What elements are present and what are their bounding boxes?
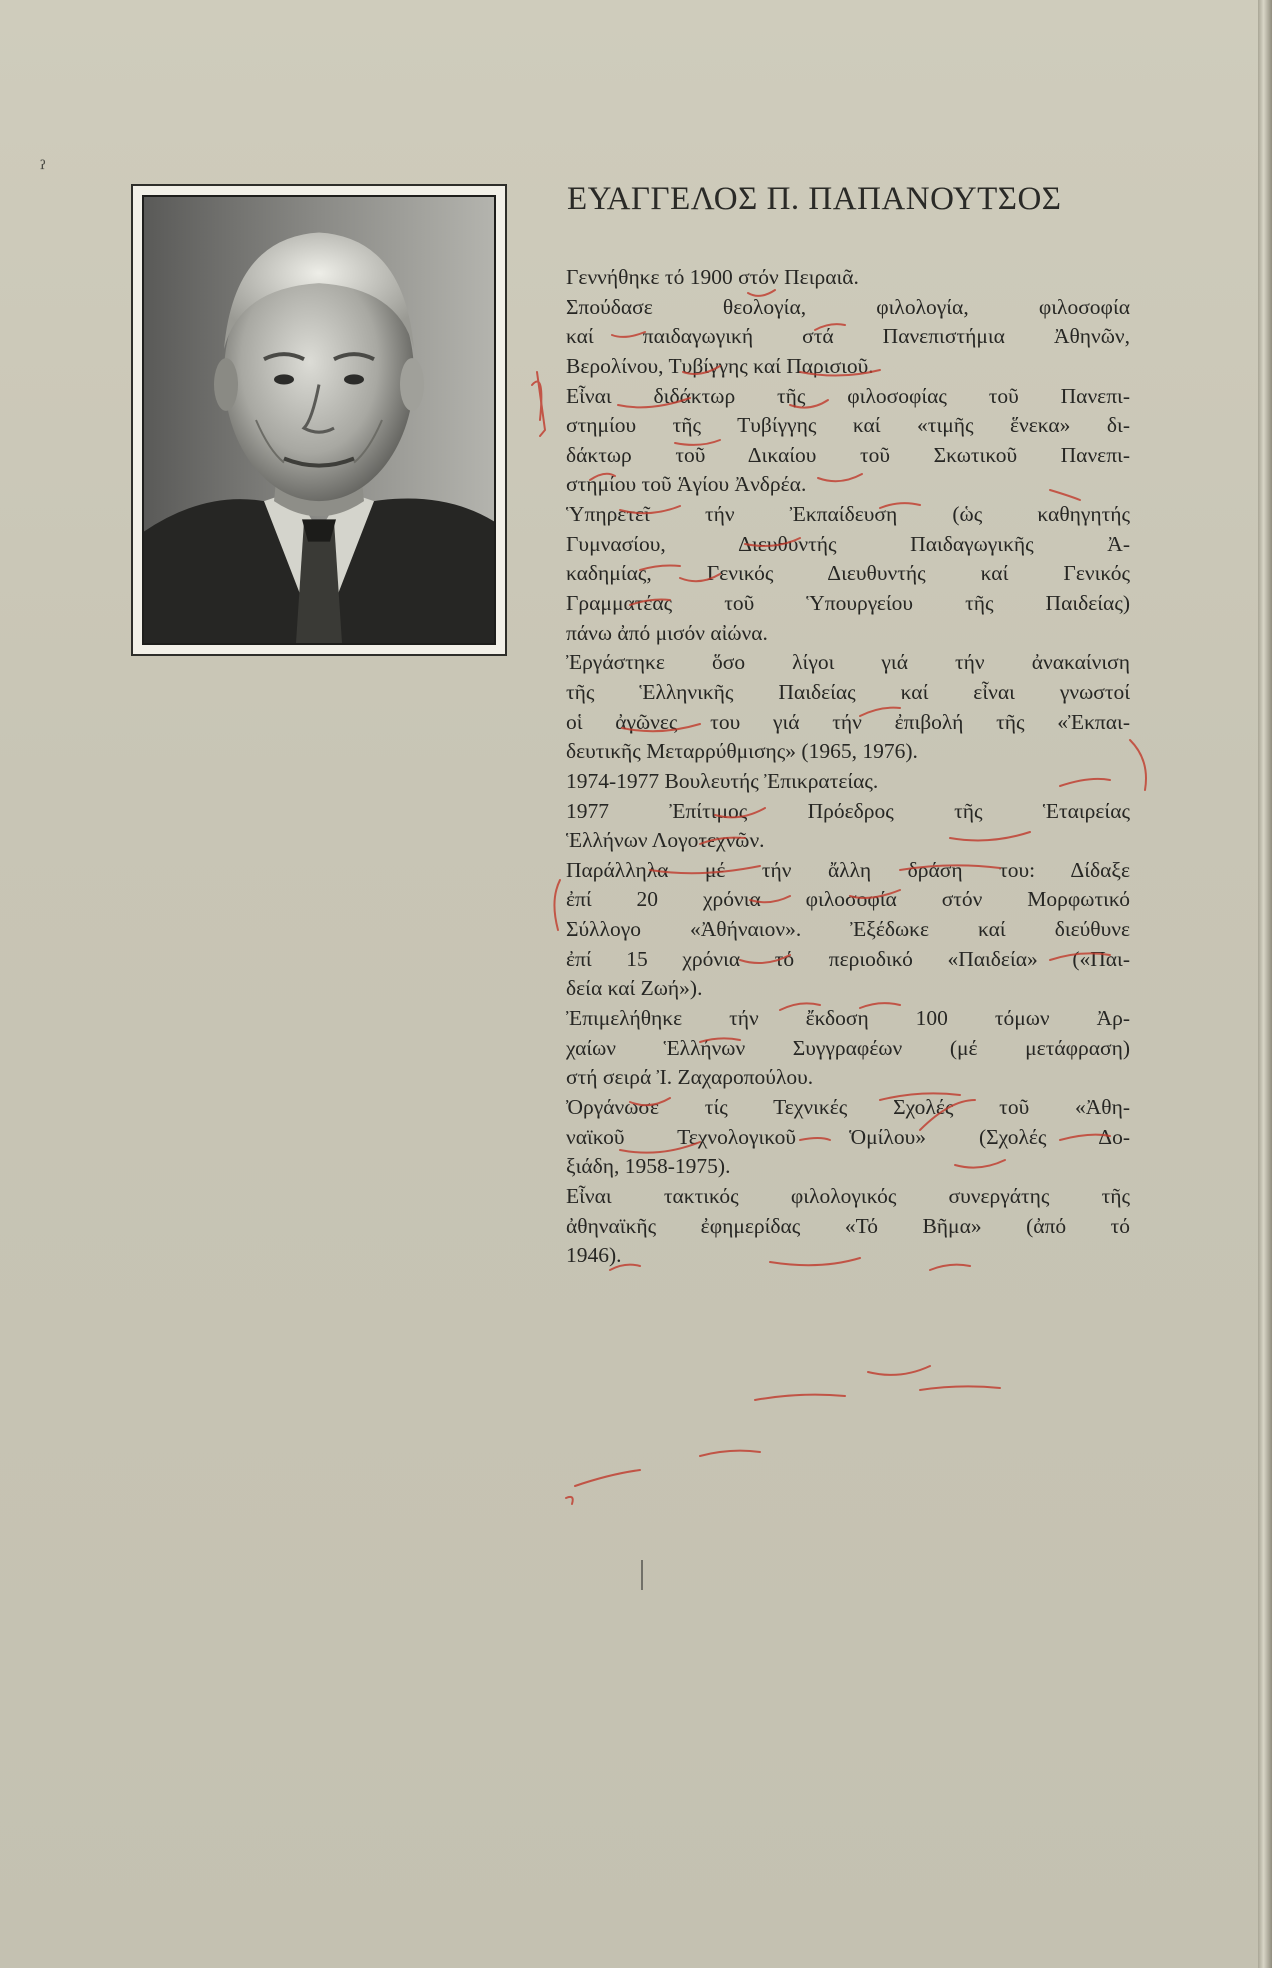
bio-line: Εἶναι διδάκτωρ τῆς φιλοσοφίας τοῦ Πανεπι- [566, 383, 1130, 408]
annotation-stroke [700, 1451, 760, 1456]
author-portrait [142, 195, 496, 645]
bio-line: ἐπί 15 χρόνια τό περιοδικό «Παιδεία» («Παι- [566, 946, 1130, 971]
bio-line: τῆς Ἑλληνικῆς Παιδείας καί εἶναι γνωστοί [566, 679, 1130, 704]
author-biography [566, 263, 1130, 1271]
author-portrait-frame [131, 184, 507, 656]
bio-line: καδημίας, Γενικός Διευθυντής καί Γενικός [566, 561, 1130, 586]
corner-mark: ˀ [40, 158, 47, 183]
bio-line: πάνω ἀπό μισόν αἰώνα. [566, 620, 768, 645]
bio-line: ξιάδη, 1958-1975). [566, 1154, 731, 1179]
bio-line: Εἶναι τακτικός φιλολογικός συνεργάτης τῆς [566, 1183, 1130, 1208]
annotation-stroke [755, 1395, 845, 1400]
bio-line: Ἐργάστηκε ὅσο λίγοι γιά τήν ἀνακαίνιση [566, 650, 1130, 675]
bio-line: οἱ ἀγῶνες του γιά τήν ἐπιβολή τῆς «Ἐκπαι- [566, 709, 1130, 734]
annotation-stroke [532, 382, 541, 420]
annotation-stroke [554, 880, 560, 930]
bio-line: Σύλλογο «Ἀθήναιον». Ἐξέδωκε καί διεύθυνε [566, 917, 1130, 942]
bio-line: 1977 Ἐπίτιμος Πρόεδρος τῆς Ἑταιρείας [566, 798, 1130, 823]
bio-line: Ὀργάνωσε τίς Τεχνικές Σχολές τοῦ «Ἀθη- [566, 1094, 1130, 1119]
bio-line: χαίων Ἑλλήνων Συγγραφέων (μέ μετάφραση) [566, 1035, 1130, 1060]
bio-line: 1946). [566, 1243, 622, 1268]
bio-line: ναϊκοῦ Τεχνολογικοῦ Ὁμίλου» (Σχολές Δο- [566, 1124, 1130, 1149]
bio-line: Βερολίνου, Τυβίγγης καί Παρισιοῦ. [566, 353, 874, 378]
annotation-stroke [537, 372, 545, 436]
bio-line: στή σειρά Ἰ. Ζαχαροπούλου. [566, 1065, 814, 1090]
cover-edge [1258, 0, 1272, 1968]
annotation-stroke [575, 1470, 640, 1486]
bio-line: Ὑπηρετεῖ τήν Ἐκπαίδευση (ὡς καθηγητής [566, 502, 1130, 527]
portrait-illustration [144, 197, 494, 643]
bio-line: Ἐπιμελήθηκε τήν ἔκδοση 100 τόμων Ἀρ- [566, 1006, 1130, 1031]
bio-line: Σπούδασε θεολογία, φιλολογία, φιλοσοφία [566, 294, 1130, 319]
bio-line: δεία καί Ζωή»). [566, 976, 703, 1001]
annotation-stroke [566, 1497, 573, 1504]
bio-line: δευτικῆς Μεταρρύθμισης» (1965, 1976). [566, 739, 918, 764]
author-name: ΕΥΑΓΓΕΛΟΣ Π. ΠΑΠΑΝΟΥΤΣΟΣ [567, 181, 1062, 217]
bio-line: Γραμματέας τοῦ Ὑπουργείου τῆς Παιδείας) [566, 591, 1130, 616]
bio-line: στημίου τοῦ Ἁγίου Ἀνδρέα. [566, 472, 807, 497]
bio-line: δάκτωρ τοῦ Δικαίου τοῦ Σκωτικοῦ Πανεπι- [566, 442, 1130, 467]
bio-line: στημίου τῆς Τυβίγγης καί «τιμῆς ἕνεκα» δι- [566, 413, 1130, 438]
bio-line: Γεννήθηκε τό 1900 στόν Πειραιᾶ. [566, 265, 859, 289]
bio-line: Ἑλλήνων Λογοτεχνῶν. [566, 828, 765, 853]
annotation-stroke [1130, 740, 1146, 790]
bio-line: Γυμνασίου, Διευθυντής Παιδαγωγικῆς Ἀ- [566, 531, 1130, 556]
bio-line: ἀθηναϊκῆς ἐφημερίδας «Τό Βῆμα» (ἀπό τό [566, 1213, 1130, 1238]
bio-line: ἐπί 20 χρόνια φιλοσοφία στόν Μορφωτικό [566, 887, 1130, 912]
bio-line: Παράλληλα μέ τήν ἄλλη δράση του: Δίδαξε [566, 857, 1130, 882]
annotation-stroke [868, 1366, 930, 1375]
bio-line: 1974-1977 Βουλευτής Ἐπικρατείας. [566, 768, 879, 793]
annotation-stroke [920, 1386, 1000, 1390]
bio-line: καί παιδαγωγική στά Πανεπιστήμια Ἀθηνῶν, [566, 324, 1130, 349]
